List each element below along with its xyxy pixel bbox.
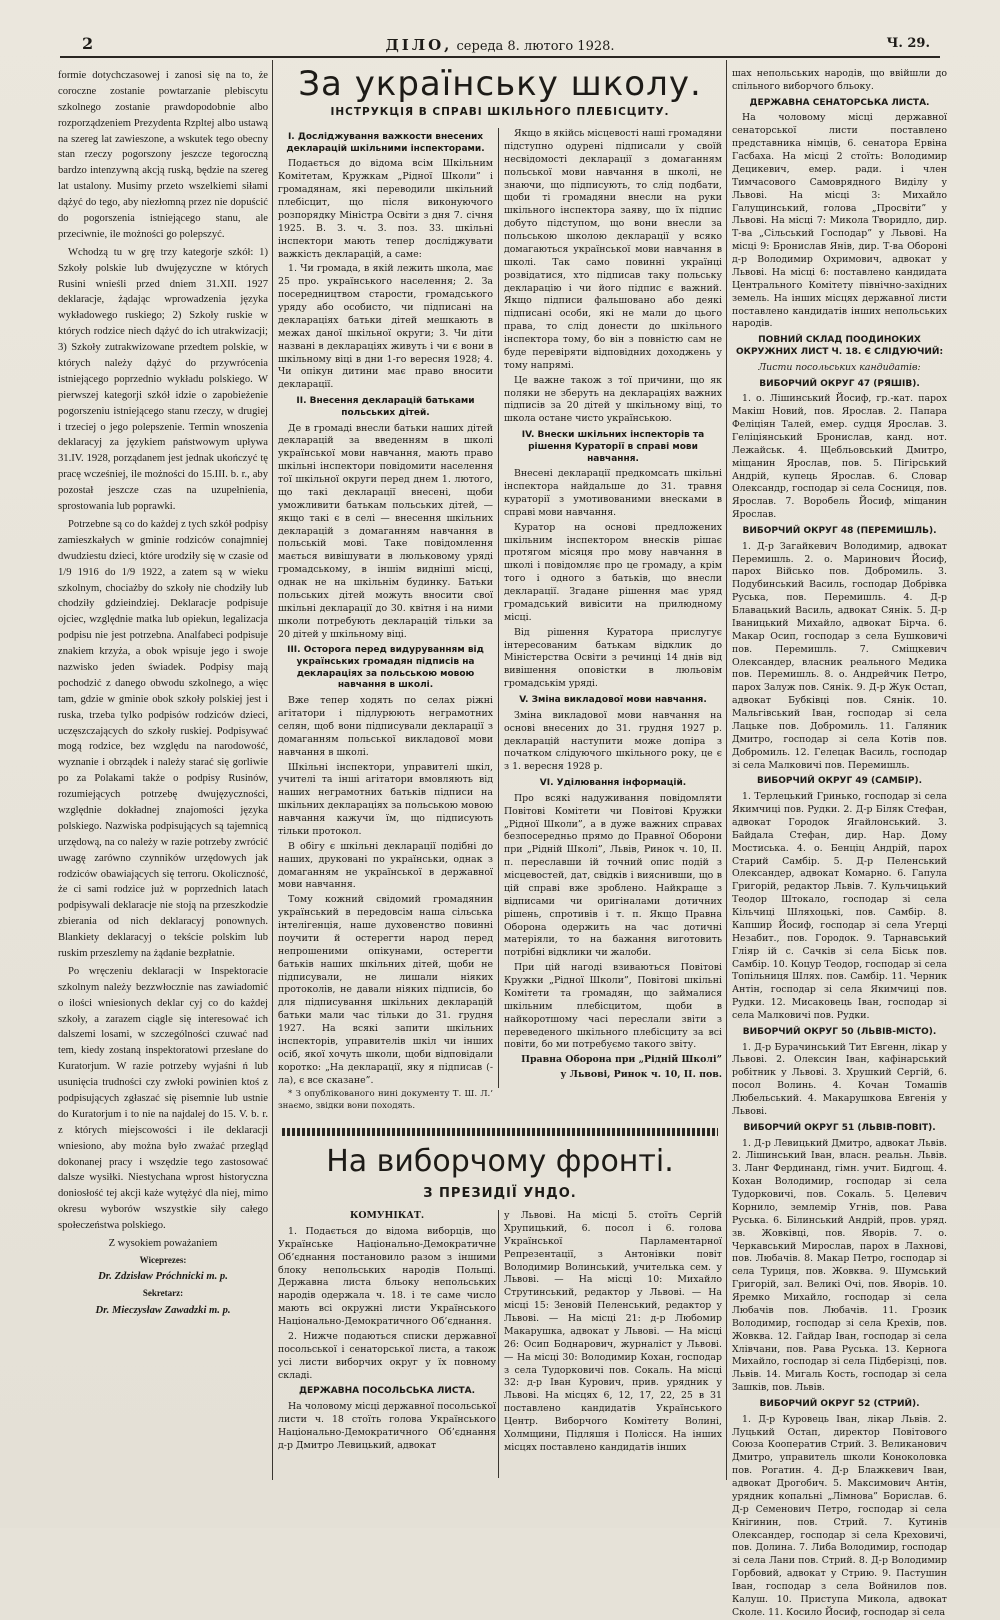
page-header <box>60 34 940 58</box>
column-rule <box>726 60 727 1480</box>
page-number: 2 <box>82 34 94 53</box>
paragraph: Куратор на основі предложених шкільним інспектором внесків рішає протягом місяця про мову навчання в школі і повідомляє про це громаду, а крім того і одного з батьків, що внесли декларації. Згадане рішення має уряд громадський вивісити на прилюдному місці. <box>504 521 722 623</box>
paragraph: На чоловому місці державної сенаторської листи поставлено представника німців, 6. сенатора Ервіна Гасбаха. На місці 2 стоїть: Володимир Децикевич, емер. ради. і член Тимчасового Самоврядного Виділу у Львові. На місці 3: Михайло Галущинський, голова „Просвіти” у Львові. На місці 7: Микола Творидло, дир. Т-ва „Сільський Господар” у Львові. На місці 9: Бронислав Янів, дир. Т-ва Обороні д-р Володимир Охримович, адвокат у Львові. На місці 6: поставлено кандидата Центрального Комітету північно-західних земель. На інших місцях державної листи поставлено кандидатів інших непольських народів. <box>732 112 947 330</box>
paragraph: 1. Подається до відома виборців, що Українське Національно-Демократичне Об’єднання постановило разом з іншими блоку непольських народів Польщі. Державна листа бльоку непольських народів одержала ч. 18. і те саме число мають всі окружні листи Українського Національно-Демократичного Об’єднання. <box>278 1225 496 1327</box>
district-list: 1. о. Лішинський Йосиф, гр.-кат. парох Макіш Новий, пов. Ярослав. 2. Папара Феліціян Талей, емер. судця Ярослав. 3. Геліціянський Бронислав, канд. нот. Лежайськ. 4. Щебльовський Дмитро, міщанин Ярослав, пов. 5. Пігірський Андрій, купець Ярослав. 6. Словар Олександр, господар зі села Сосниця, пов. Ярослав. 7. Воробель Йосиф, міщанин Ярослав. <box>732 393 947 521</box>
paragraph: Про всякі надуживання повідомляти Повітові Комітети чи Повітові Кружки „Рідної Школи”, а в дуже важних справах безпосередньо прямо до Правної Оборони при „Рідній Школі”, Львів, Ринок ч. 10, ІІ. п. переславши ій точний опис подій з місцевостей, дат, свідків і вияснивши, що в цій справі вже зроблено. Найкраще з відписами чи оригіналами дотичних рішень, спротивів і т. п. Якщо Правна Оборона одержить на час дотичні матеріяли, то на бажання виготовить потрібні відклики чи жалоби. <box>504 792 722 959</box>
paragraph: Зміна викладової мови навчання на основі внесених до 31. грудня 1927 р. декларацій наступити може допіра з початком слідуючого шкільного року, це є з 1. вересня 1928 р. <box>504 709 722 773</box>
section-heading: ІІІ. Осторога перед видуруванням від українських громадян підписів на деклараціях за польською мовою навчання в школі. <box>287 645 484 691</box>
district-heading: ВИБОРЧИЙ ОКРУГ 47 (РЯШІВ). <box>759 378 920 389</box>
paragraph: Wchodzą tu w grę trzy kategorje szkół: 1) Szkoły polskie lub dwujęzyczne w których Rusini wnieśli przed dniem 31.XII. 1927 deklaracje, żądając wprowadzenia języka wykładowego ruskiego; 2) Szkoły ruskie w których rodzice niech dążyć do ich utrakwizacji; 3) Szkoły zutrakwizowane przedtem polskie, w których należy dążyć do przywrócenia istniejącego poprzednio wykładu polskiego. W pierwszej kategorji szkół idzie o zapobieżenie pogorszeniu istniejącego stanu rzeczy, w drugiej i trzeciej o jego polepszenie. Termin wnoszenia deklaracyj za językiem państwowym upływa 31.IV. 1928, porządanem jest jednak ukończyć tę pracę wcześniej, ile możności do 15.III. b. r., aby pozostał jeszcze czas na uzupełnienia, sprostowania lub poprawki. <box>58 246 268 513</box>
closing-regards: Z wysokiem poważaniem <box>108 1238 218 1250</box>
election-article-column-left <box>278 1210 496 1478</box>
section-heading: IV. Внески шкільних інспекторів та рішення Кураторії в справі мови навчання. <box>521 430 705 464</box>
paragraph: Від рішення Куратора прислугує інтересованим батькам відклик до Міністерства Освіти з речинці 14 днів від вивішення оповістки в люльовім громадськім уряді. <box>504 626 722 690</box>
district-list: 1. Д-р Куровець Іван, лікар Львів. 2. Луцький Остап, директор Повітового Союза Кооператив Стрий. 3. Великанович Дмитро, управитель школи Коноколовка пов. Рогатин. 4. Д-р Блажкевич Іван, адвокат Дрогобич. 5. Максимович Антін, урядник копальні „Лімнова” Борислав. 6. Д-р Семенович Петро, господар зі села Кнігинин, пов. Стрий. 7. Кутинів Олександер, господар зі села Креховичі, пов. Долина. 7. Либа Володимир, господар зі села Лани пов. Стрий. 8. Д-р Володимир Горбовий, адвокат у Стрию. 9. Пастушин Іван, господар з села Войнилов пов. Калуш. 10. Приступа Микола, адвокат Сколе. 11. Косило Йосиф, господар зі села <box>732 1413 947 1618</box>
candidate-lists-column <box>732 68 947 1618</box>
masthead-title: ДІЛО, <box>385 36 453 54</box>
section-heading: ДЕРЖАВНА ПОСОЛЬСЬКА ЛИСТА. <box>298 1386 476 1397</box>
footnote: * З опублікованого нині документу Т. Ш. Л.’ знаємо, звідки вони походять. <box>278 1089 493 1112</box>
election-article-column-right <box>504 1210 722 1478</box>
district-heading: ВИБОРЧИЙ ОКРУГ 52 (СТРИЙ). <box>759 1399 920 1409</box>
article-subtitle-school: ІНСТРУКЦІЯ В СПРАВІ ШКІЛЬНОГО ПЛЕБІСЦИТУ. <box>330 106 670 118</box>
secretary-label: Sekretarz: <box>142 1288 184 1299</box>
paragraph: 2. Нижче подаються списки державної посольської і сенаторської листа, а також усі листи виборчих округ у їх повному складі. <box>278 1330 496 1381</box>
paragraph: В обігу є шкільні декларації подібні до наших, друковані по українськи, однак з домаганням не української в державної мови навчання. <box>278 840 493 891</box>
signature-address: у Львові, Ринок ч. 10, ІІ. пов. <box>560 1069 722 1081</box>
school-article-column-left <box>278 128 493 1112</box>
district-list: 1. Д-р Левицький Дмитро, адвокат Львів. 2. Лішинський Іван, власн. реальн. Львів. 3. Ланг Фердинанд, гімн. учит. Бидгощ. 4. Кохан Володимир, господар зі села Тудорковичі, пов. Сокаль. 5. Целевич Корнило, землемір Угнів, пов. Рава Руська. 6. Білинський Андрій, пров. уряд. зв. Жовківці, пов. Яворів. 7. о. Черкавський Мирослав, парох в Лахнові, пов. Любачів. 8. Макар Петро, господар зі села Туриця, пов. Жовква. 9. Шумський Григорій, зал. Великі Очі, пов. Яворів. 10. Яремко Михайло, господар зі села Любачів пов. Любачів. 11. Грозик Володимир, господар зі села Крехів, пов. Жовква. 12. Гайдар Іван, господар зі села Хлівчани, пов. Рава Руська. 13. Кернога Михайло, господар зі села Підберізці, пов. Львів. 14. Мигаль Кость, господар зі села Зашків, пов. Львів. <box>732 1137 947 1394</box>
district-heading: ВИБОРЧИЙ ОКРУГ 49 (САМБІР). <box>756 776 922 787</box>
communique-heading: КОМУНІКАТ. <box>349 1210 425 1221</box>
column-rule <box>498 128 499 1088</box>
vice-president-label: Wiceprezes: <box>139 1254 187 1265</box>
paragraph: у Львові. На місці 5. стоїть Сергій Хрупицький, 6. посол і 6. голова Української Парламентарної Репрезентації, з Антонівки повіт Володимир Волинський, учителька сем. у Львові. — На місці 10: Михайло Струтинський, редактор у Львові. — На місці 15: Зеновій Пеленський, редактор у Львові. — На місці 21: д-р Любомир Макарушка, адвокат у Львові. — На місці 26: Осип Боднарович, журналіст у Львові. — На місці 30: Володимир Кохан, господар з села Тудорковичі пов. Сокаль. На місці 32: д-р Іван Курович, прив. урядник у Львові. На місцях 6, 12, 17, 22, 25 в 31 поставлено кандидатів Українського Центр. Виборчого Комітету Волині, Холмщини, Підляшя і Полісся. На інших місцях поставлено кандидатів інших <box>504 1210 722 1453</box>
secretary-name: Dr. Mieczysław Zawadzki m. p. <box>95 1304 231 1316</box>
paragraph: Це важне також з тої причини, що як поляки не зберуть на деклараціях важних підписів за 20 дітей у шкільному віці, то школа остане чисто українською. <box>504 374 722 425</box>
signature-line: Правна Оборона при „Рідній Школі” <box>521 1054 722 1066</box>
district-heading: ВИБОРЧИЙ ОКРУГ 50 (ЛЬВІВ-МІСТО). <box>742 1026 937 1037</box>
section-heading: ПОВНИЙ СКЛАД ПООДИНОКИХ ОКРУЖНИХ ЛИСТ Ч. 18. Є СЛІДУЮЧИЙ: <box>735 335 944 357</box>
section-heading: ДЕРЖАВНА СЕНАТОРСЬКА ЛИСТА. <box>749 97 930 108</box>
article-title-school: За українську школу. <box>298 64 702 104</box>
issue-number: Ч. 29. <box>886 36 930 51</box>
paragraph: Внесені декларації предкомсать шкільні інспектора найдальше до 31. травня кураторії з умотивованими внесками в справі мови навчання. <box>504 468 722 518</box>
list-caption: Листи посольських кандидатів: <box>758 361 921 373</box>
polish-article-column <box>58 68 268 1478</box>
decorative-rule <box>282 1128 718 1136</box>
district-heading: ВИБОРЧИЙ ОКРУГ 51 (ЛЬВІВ-ПОВІТ). <box>743 1122 936 1133</box>
masthead-date: середа 8. лютого 1928. <box>456 39 615 54</box>
paragraph: шах непольських народів, що ввійшли до спільного виборчого бльоку. <box>732 68 947 92</box>
district-list: 1. Д-р Бурачинський Тит Евгенн, лікар у Львові. 2. Олексин Іван, кафінарський робітник у Львові. 3. Хрушкий Сергій, 6. посол Волинь. 4. Кочан Томашів Любельський. 4. Макарушкова Евгенія у Львові. <box>732 1041 947 1117</box>
masthead-line <box>60 36 940 54</box>
section-heading: І. Досліджування важкости внесених декларацій шкільними інспекторами. <box>286 132 485 154</box>
paragraph: На чоловому місці державної посольської листи ч. 18 стоїть голова Українського Національно-Демократичного Об’єднання д-р Дмитро Левицький, адвокат <box>278 1401 496 1451</box>
district-list: 1. Терлецький Гринько, господар зі села Якимчиці пов. Рудки. 2. Д-р Біляк Стефан, адвокат Городок Ягайлонський. 3. Байдала Стефан, дир. Нар. Дому Мостиська. 4. о. Бенціц Андрій, парох Старий Самбір. 5. Д-р Пеленський Олександер, адвокат Комарно. 6. Гапула Григорій, редактор Львів. 7. Кульчицький Теодор Штокало, господар зі села Кільчиці Шляхоцькі, пов. Самбір. 8. Капшир Йосиф, господар зі села Угерці Незабит., пов. Городок. 9. Тарнавський Гліяр ій с. Сачків зі села Біськ пов. Самбір. 10. Коцур Теодор, господар зі села Топільниця Шлях. пов. Самбір. 11. Черник Антін, господар зі села Якимчиці пов. Рудки. 12. Мисаковець Іван, господар зі села Малковичі пов. Рудки. <box>732 791 947 1021</box>
section-heading: VI. Уділювання інформацій. <box>539 778 687 789</box>
paragraph: 1. Чи громада, в якій лежить школа, має 25 про. українського населення; 2. За посередництвом старости, громадського уряду або особисто, чи підписані на деклараціях батьки дітей мешкають в межах даної шкільної округи; 3. Чи діти названі в деклараціях живуть і чи є вони в шкільному віці в дни 1-го вересня 1928; 4. Чи опікун дитини має право вносити декларації. <box>278 263 493 391</box>
paragraph: Potrzebne są co do każdej z tych szkół podpisy zamieszkałych w gminie rodziców conajmniej dwudziestu dzieci, które urodziły się w czasie od 1/9 1916 do 1/9 1922, a zatem są w wieku szkolnym, chociażby do szkoły nie chodziły lub chodziły gdzieindziej. Deklaracje podpisuje ojciec, względnie matka lub opiekun, legalizacja podpisu nie jest potrzebna. Analfabeci podpisuje znakiem krzyża, a obok wpisuje jego i swoje nazwisko jeden świadek. Podpisy mają pochodzić z danego obwodu szkolnego, a więc tam, gdzie w gminie obok szkoły polskiej jest i ruska, trzeba tylko podpisów rodziców dzieci, uczęszczających do szkoły ruskiej. Podpisywać mogą rodzice, bez względu na narodowość, wyznanie i obrządek i należy starać się gorliwie po za Polakami także o podpisy Rusinów, rozumiejących potrzebę dwujęzyczności, względnie dokładnej znajomości języka polskiego. Nazwiska podpisujących są tajemnicą urzędową, na co należy w razie potrzeby zwrócić uwagę zarówno czynników urzędowych jak rodziców obawiających się terroru. Okoliczność, że ci sami rodzice już w poprzednich latach podpisywali deklaracje nie stoją na przeszkodzie zbierania od nich deklaracyj ponownych. Blankiety deklaracyj o tekście polskim lub ruskim przeszlemy na żądanie bezpłatnie. <box>58 518 268 959</box>
article-title-election: На виборчому фронті. <box>326 1144 674 1179</box>
section-heading: ІІ. Внесення декларацій батьками польських дітей. <box>296 396 475 418</box>
school-article-column-right <box>504 128 722 1088</box>
paragraph: Вже тепер ходять по селах ріжні агітатори і підлурюють неграмотних селян, щоб вони підписували декларації з домаганням польської викладової мови навчання в школі. <box>278 695 493 758</box>
column-rule <box>272 60 273 1480</box>
article-subtitle-election: З ПРЕЗИДІЇ УНДО. <box>423 1186 577 1201</box>
paragraph: Шкільні інспектори, управителі шкіл, учителі та інші агітатори вмовляють від наших неграмотних батьків підписи на шкільних деклараціях за польською мовою навчання кажучи їм, що підписують тільки протокол. <box>278 761 493 837</box>
paragraph: Якщо в якійсь місцевості наші громадяни підступно одурені підписали у своїй несвідомості декларації з домаганням польської мови навчання в школі, не знаючи, що підписують, то слід подбати, щоби ті громадяни внесли на руки шкільного інспектора заяву, що їх підпис добуто підступом, що вони внесли за польською школою декларації у всяко домагаються української мови навчання в школі. Так само повинні українці розвідатися, хто підписав таку польську декларацію і чи його підпис є важний. Якщо підписи фальшовано або деякі підписані особи, які не мали до цього права, то слід донести до шкільного інспектора тому, бо він з повністю сам не буде перевіряти відповідних доходжень у тому напрямі. <box>504 128 722 371</box>
paragraph: Подається до відома всім Шкільним Комітетам, Кружкам „Рідної Школи” і громадянам, які переводили шкільний плебісцит, що після виконуючого розпорядку Міністра Освіти з дня 7. січня 1925. В. З. ч. 3. поз. 33. шкільні інспектори мають тепер досліджувати важкість декларацій, а саме: <box>278 158 493 260</box>
vice-president-name: Dr. Zdzisław Próchnicki m. p. <box>98 1271 228 1283</box>
paragraph: formie dotychczasowej i zanosi się na to, że coroczne zostanie powtarzanie plebiscytu szkolnego zostanie prawdopodobnie albo rozporządzeniem Prezydenta Rzpltej albo ustawą na szereg lat zawieszone, a wskutek tego obecny stan rzeczy pogorszony jeszcze tegoroczną bardzo intenzywną akcją ruską, będzie na szereg lat ustalony. Musimy przeto wszelkiemi siłami dążyć do tego, aby niezłomną przez nie dopuścić do pogorszenia istniejącego stanu, ale przeciwnie, ile możności go polepszyć. <box>58 70 268 240</box>
paragraph: Тому кожний свідомий громадянин український в передовсім наша сільська інтелігенція, наше духовенство повинні поучити й остерегти народ перед непрошеними опікунами, остерегти батьків наших шкільних дітей, щоби не підписували, не лишали ніяких протоколів, не давали ніяких підписів, бо для підписування шкільних декларацій батьки мали час тільки до 31. грудня 1927. На всякі запити шкільних інспекторів, управителів шкіл чи інших осіб, якої хочуть школи, щоби відповідали коротко: „На декларації, яку я підписав (-ла), є все сказане”. <box>278 894 493 1086</box>
district-heading: ВИБОРЧИЙ ОКРУГ 48 (ПЕРЕМИШЛЬ). <box>742 526 937 536</box>
paragraph: При цій нагоді взиваються Повітові Кружки „Рідної Школи”, Повітові шкільні Комітети та громадян, що займалися шкільним плебісцитом, щоби в найкоротшому часі переслали звіти з переведеного шкільного плебісциту за всі повіти, бо ми потребуємо такого звіту. <box>504 962 722 1051</box>
section-heading: V. Зміна викладової мови навчання. <box>519 695 707 706</box>
column-rule <box>498 1210 499 1478</box>
district-list: 1. Д-р Загайкевич Володимир, адвокат Перемишль. 2. о. Маринович Йосиф, парох Військо пов. Добромиль. 3. Подубинський Василь, господар Добрівка Руська, пов. Перемишль. 4. Д-р Блавацький Василь, адвокат Сянік. 5. Д-р Іваницький Михайло, адвокат Бірча. 6. Макар Осип, господар з села Бушковичі пов. Перемишль. 7. Сміщкевич Олександер, власник реального Медика пов. Перемишль. 8. о. Андрейчик Петро, парох Залуж пов. Сянік. 9. Д-р Жук Остап, адвокат Бубківці пов. Сянік. 10. Мальгівський Іван, господар зі села Лацьке пов. Добромиль. 11. Галяник Дмитро, господар зі села Котів пов. Добромиль. 12. Гелецак Василь, господар зі села Малковичі пов. Перемишль. <box>732 540 947 771</box>
paragraph: Де в громаді внесли батьки наших дітей декларацій за введенням в школі української мови навчання, мають право шкільні інспектори повідомити населення тої шкільної округи перед днем 1. лютого, що такі декларації внесені, щоби уможливити батькам польських дітей, — якщо такі є в селі — внесення шкільних декларацій з домаганням навчання в польській мові. Таке повідомлення мається вивішувати в люльковому уряді громадському, в іншім видніші місці, однак не на шкільнім будинку. Батьки польських дітей можуть вносити свої шкільні декларації до 30. квітня і на ними школи потребують декларацій тільки за 20 дітей у шкільному віці. <box>278 422 493 640</box>
paragraph: Po wręczeniu deklaracji w Inspektoracie szkolnym należy bezzwłocznie nas zawiadomić o ilości wniesionych deklar cyj co do każdej szkoły, a zarazem ciągle się interesować ich dalszemi losami, w szczególności czuwać nad tem, kiedy zostaną inspektoratowi przesłane do Kuratorjum. W razie potrzeby wyjaśni ń lub usunięcia trudności czy zwłoki powinien ktoś z podpisujących zgłaszać się pisemnie lub ustnie do Kuratorjum i to nie na najdalej do 15. V. b. r. z których miejscowości i ile deklaracji wniesiono, aby można było zważać przegląd dokonanej pracy i wszędzie tego zastosować dalsze wysiłki. Niestychana wprost historyczna doniosłość tej akcji każe wytężyć dla niej, mimo okresu wyborów wszystkie siły całego społeczeństwa polskiego. <box>58 965 268 1232</box>
